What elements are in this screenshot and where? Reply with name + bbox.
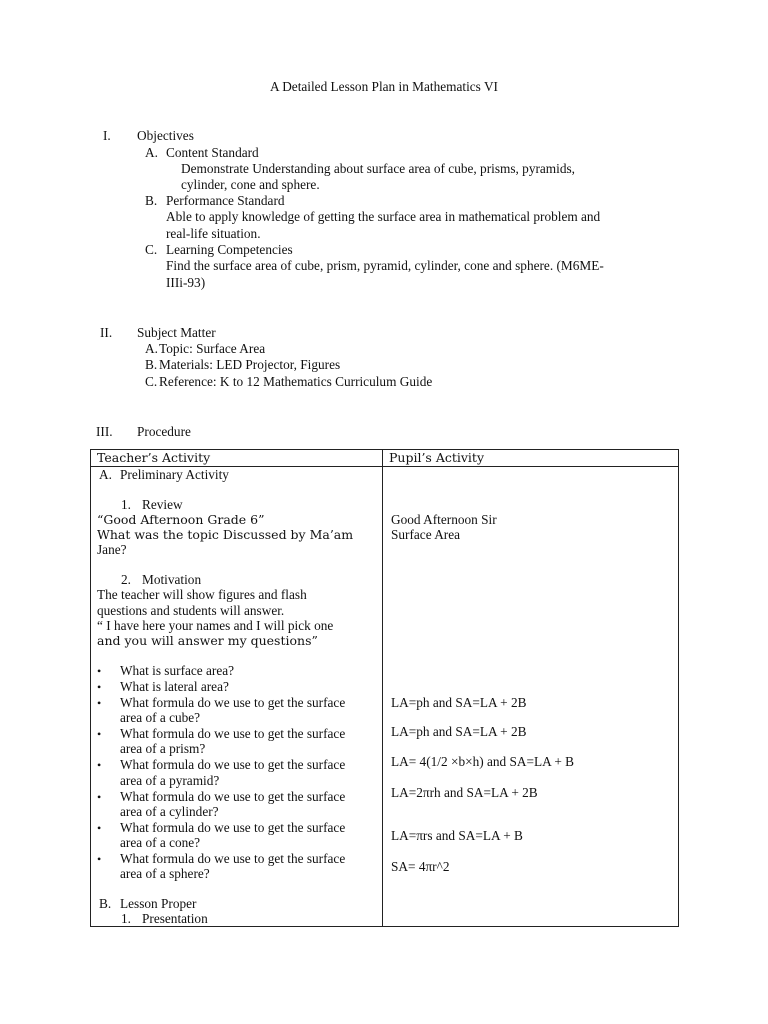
page-title: A Detailed Lesson Plan in Mathematics VI (270, 79, 498, 94)
review-question-line2: Jane? (97, 542, 127, 557)
procedure-table (90, 449, 679, 927)
subject-a-label: A. (145, 341, 158, 356)
list-item: • What is surface area? (120, 663, 234, 679)
subject-c-label: C. (145, 374, 158, 389)
list-item-continuation: area of a prism? (120, 741, 206, 756)
motivation-text-line3: “ I have here your names and I will pick one (97, 618, 334, 633)
list-item: • What formula do we use to get the surface (120, 820, 345, 836)
section-heading-objectives: Objectives (137, 128, 194, 143)
pupil-activity-header: Pupil’s Activity (383, 450, 679, 467)
list-item: • What formula do we use to get the surface (120, 726, 345, 742)
objective-c-label: C. (145, 242, 158, 257)
table-header-row (91, 450, 679, 467)
objective-b-text-line2: real-life situation. (166, 226, 261, 241)
motivation-text-line2: questions and students will answer. (97, 603, 285, 618)
pupil-activity-cell (383, 467, 679, 927)
section-numeral-objectives: I. (103, 128, 111, 143)
teacher-activity-cell (91, 467, 383, 927)
presentation-number: 1. (121, 911, 131, 926)
answer-sphere: SA= 4πr^2 (391, 859, 450, 874)
objective-c-text-line1: Find the surface area of cube, prism, pyramid, cylinder, cone and sphere. (M6ME- (166, 258, 604, 273)
subject-b-label: B. (145, 357, 158, 372)
list-item-continuation: area of a cube? (120, 710, 201, 725)
objective-b-heading: Performance Standard (166, 193, 285, 208)
objective-a-heading: Content Standard (166, 145, 259, 160)
answer-cone: LA=πrs and SA=LA + B (391, 828, 523, 843)
list-item-continuation: area of a pyramid? (120, 773, 220, 788)
objective-c-heading: Learning Competencies (166, 242, 293, 257)
subject-materials: Materials: LED Projector, Figures (159, 357, 341, 372)
subject-reference: Reference: K to 12 Mathematics Curriculum Guide (159, 374, 433, 389)
motivation-text-line1: The teacher will show figures and flash (97, 587, 307, 602)
list-item: • What formula do we use to get the surface (120, 851, 345, 867)
pupil-greeting: Good Afternoon Sir (391, 512, 497, 527)
prelim-label: A. (99, 467, 112, 482)
objective-a-label: A. (145, 145, 158, 160)
motivation-heading: Motivation (142, 572, 202, 587)
review-heading: Review (142, 497, 183, 512)
table-row (91, 467, 679, 927)
pupil-topic-answer: Surface Area (391, 527, 461, 542)
answer-pyramid: LA= 4(1/2 ×b×h) and SA=LA + B (391, 754, 575, 769)
lesson-proper-heading: Lesson Proper (120, 896, 197, 911)
motivation-number: 2. (121, 572, 131, 587)
list-item: • What is lateral area? (120, 679, 229, 695)
list-item: • What formula do we use to get the surface (120, 789, 345, 805)
answer-cube: LA=ph and SA=LA + 2B (391, 695, 527, 710)
teacher-greeting: “Good Afternoon Grade 6” (97, 512, 265, 527)
list-item-continuation: area of a sphere? (120, 866, 210, 881)
list-item: • What formula do we use to get the surface (120, 695, 345, 711)
objective-a-text-line2: cylinder, cone and sphere. (181, 177, 320, 192)
list-item-continuation: area of a cylinder? (120, 804, 219, 819)
section-numeral-procedure: III. (96, 424, 113, 439)
review-number: 1. (121, 497, 131, 512)
proper-label: B. (99, 896, 112, 911)
presentation-heading: Presentation (142, 911, 208, 926)
list-item: • What formula do we use to get the surface (120, 757, 345, 773)
objective-a-text-line1: Demonstrate Understanding about surface area of cube, prisms, pyramids, (181, 161, 575, 176)
objective-b-label: B. (145, 193, 158, 208)
objective-c-text-line2: IIIi-93) (166, 275, 206, 290)
teacher-activity-header: Teacher’s Activity (91, 450, 383, 467)
list-item-continuation: area of a cone? (120, 835, 201, 850)
subject-topic: Topic: Surface Area (159, 341, 266, 356)
objective-b-text-line1: Able to apply knowledge of getting the surface area in mathematical problem and (166, 209, 601, 224)
section-numeral-subject-matter: II. (100, 325, 113, 340)
answer-prism: LA=ph and SA=LA + 2B (391, 724, 527, 739)
answer-cylinder: LA=2πrh and SA=LA + 2B (391, 785, 538, 800)
motivation-text-line4: and you will answer my questions” (97, 633, 318, 648)
review-question-line1: What was the topic Discussed by Ma’am (97, 527, 354, 542)
section-heading-procedure: Procedure (137, 424, 191, 439)
preliminary-activity-heading: Preliminary Activity (120, 467, 229, 482)
section-heading-subject-matter: Subject Matter (137, 325, 216, 340)
